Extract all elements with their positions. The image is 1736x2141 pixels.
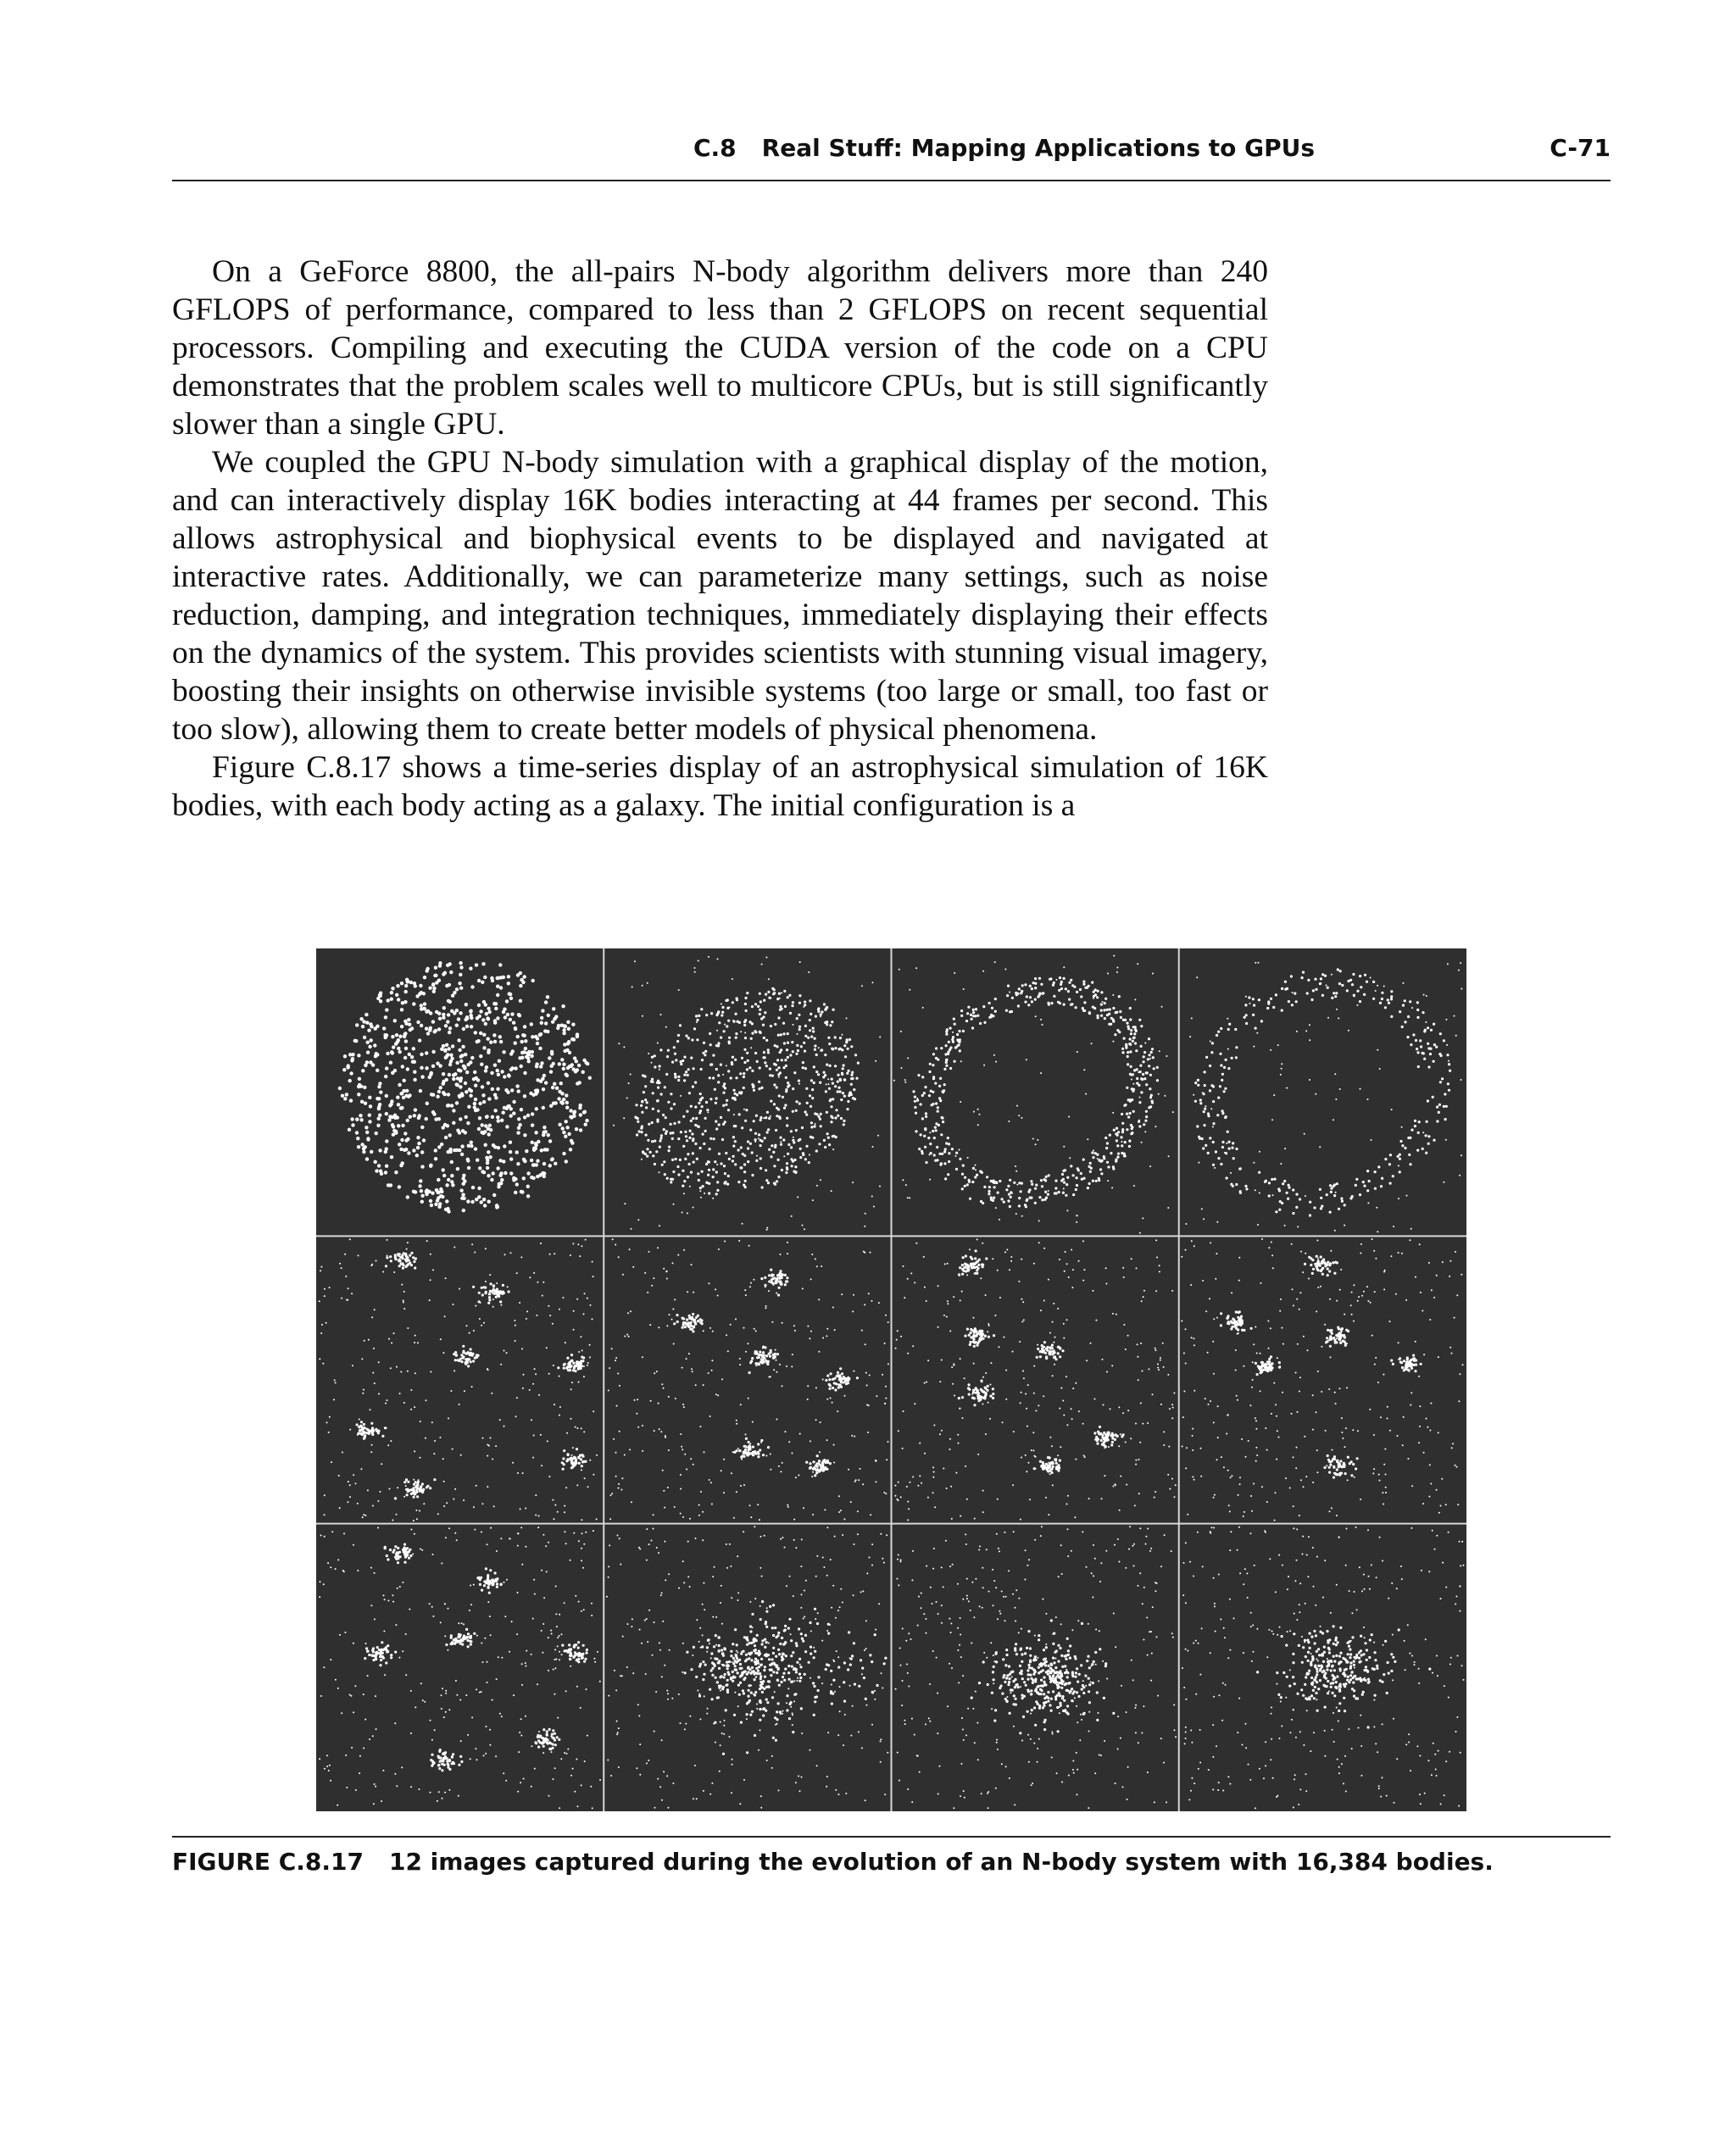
paragraph-2: We coupled the GPU N-body simulation with a graphical display of the motion, and can interactively display 16K bodies interacting at 44 frames per second. This allows astrophysical and biophysical events to be displayed and navigated at interactive rates. Additionally, we can parameterize many settings, such as noise reduction, damping, and integration techniques, immediately displaying their effects on the dynamics of the system. This provides scientists with stunning visual imagery, boosting their insights on otherwise invisible systems (too large or small, too fast or too slow), allowing them to create better models of physical phenomena. — [172, 445, 1268, 747]
section-heading — [693, 134, 1315, 162]
figure-caption — [172, 1848, 1611, 1876]
paragraph-1: On a GeForce 8800, the all-pairs N-body algorithm delivers more than 240 GFLOPS of performance, compared to less than 2 GFLOPS on recent sequential processors. Compiling and executing the CUDA version of the code on a CPU demonstrates that the problem scales well to multicore CPUs, but is still significantly slower than a single GPU. — [172, 254, 1268, 442]
figure-label: FIGURE C.8.17 — [172, 1848, 364, 1876]
running-head — [0, 134, 1611, 168]
nbody-image-grid — [316, 948, 1466, 1811]
header-rule — [172, 180, 1611, 181]
paragraph-3: Figure C.8.17 shows a time-series display of an astrophysical simulation of 16K bodies, with each body acting as a galaxy. The initial configuration is a — [172, 750, 1268, 823]
figure-caption-text: 12 images captured during the evolution of an N-body system with 16,384 bodies. — [388, 1848, 1494, 1876]
section-title: Real Stuff: Mapping Applications to GPUs — [761, 134, 1316, 162]
caption-rule — [172, 1836, 1611, 1838]
body-text — [172, 253, 1268, 825]
figure-c-8-17 — [316, 948, 1466, 1811]
section-number: C.8 — [693, 134, 737, 162]
page-number: C-71 — [1550, 134, 1611, 162]
